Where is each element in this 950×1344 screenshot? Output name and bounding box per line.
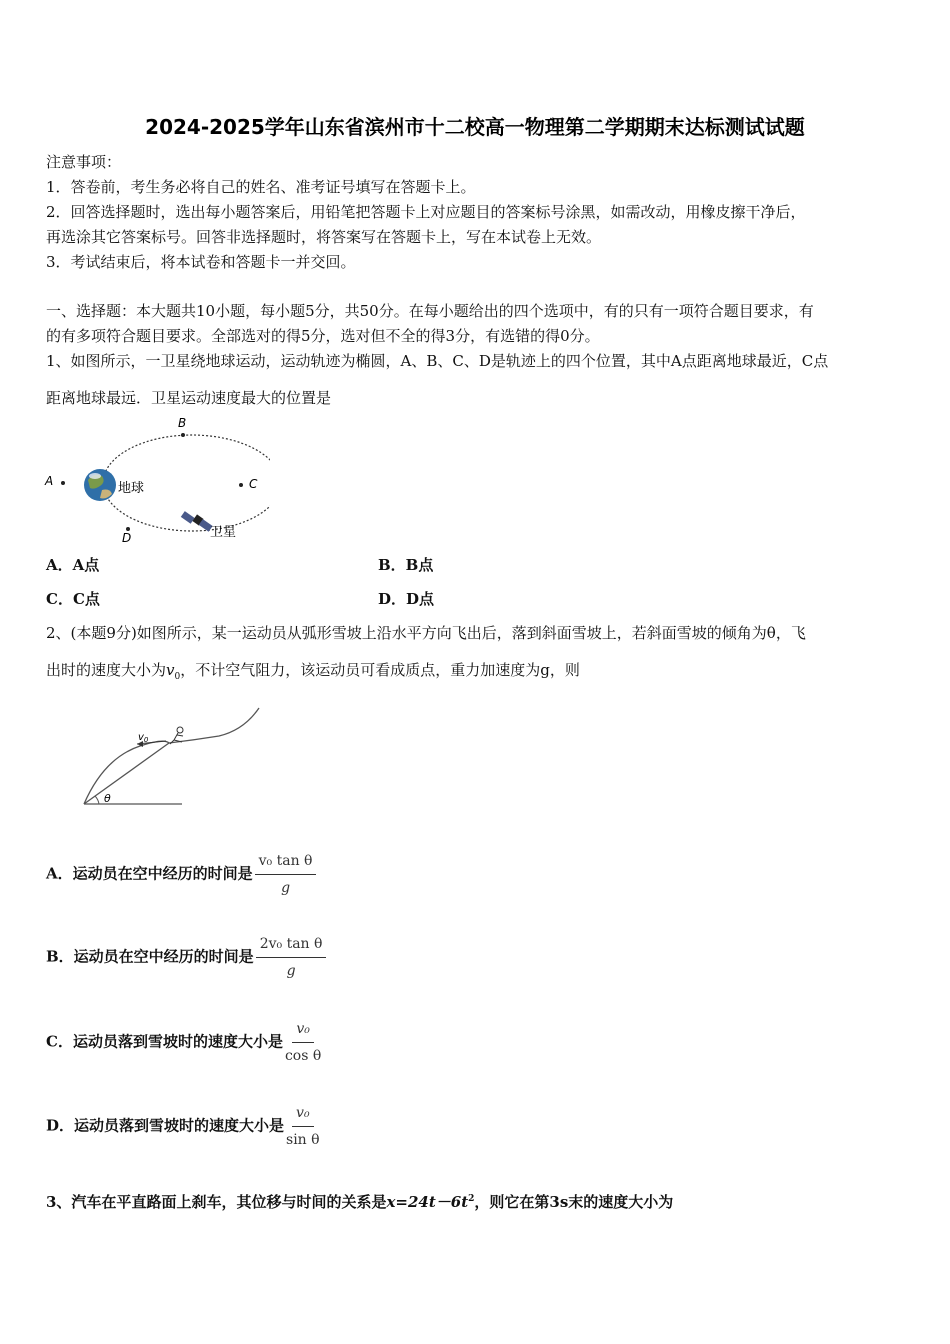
q3-stem-text-a: 3、汽车在平直路面上刹车，其位移与时间的关系是 — [46, 1193, 387, 1211]
q1-option-a[interactable]: A．A点 — [46, 556, 100, 574]
q2-option-a-fraction: $\frac{\text{v₀ tan θ}}{g}$ — [255, 850, 317, 899]
label-a: A — [45, 474, 54, 488]
earth-icon — [84, 469, 116, 501]
q1-stem-line2: 距离地球最远．卫星运动速度最大的位置是 — [46, 389, 332, 407]
q1-orbit-figure — [40, 412, 270, 547]
q2-stem-text-a: 出时的速度大小为 — [46, 661, 167, 679]
point-a-dot — [61, 481, 65, 485]
v0-label: $v_0$ — [138, 732, 149, 744]
q3-stem — [46, 1188, 673, 1213]
hill-curve — [169, 708, 259, 743]
notice-item-2b: 再选涂其它答案标号。回答非选择题时，将答案写在答题卡上，写在本试卷上无效。 — [46, 228, 602, 246]
q2-option-d-text: D．运动员落到雪坡时的速度大小是 — [46, 1116, 285, 1135]
q2-stem-text-b: ，不计空气阻力，该运动员可看成质点，重力加速度为g，则 — [180, 661, 580, 679]
label-b: B — [178, 416, 187, 430]
q2-option-d[interactable] — [46, 1102, 320, 1151]
q2-option-b-fraction: $\frac{\text{2v₀ tan θ}}{g}$ — [256, 933, 327, 982]
q1-option-d[interactable]: D．D点 — [378, 590, 435, 608]
page-title: 2024-2025学年山东省滨州市十二校高一物理第二学期期末达标测试试题 — [145, 115, 805, 139]
q2-option-c[interactable] — [46, 1018, 321, 1067]
notice-item-1: 1．答卷前，考生务必将自己的姓名、准考证号填写在答题卡上。 — [46, 178, 476, 196]
q2-stem-line1: 2、(本题9分)如图所示，某一运动员从弧形雪坡上沿水平方向飞出后，落到斜面雪坡上，若斜面雪坡的倾角为θ，飞 — [46, 624, 806, 642]
q2-ski-slope-figure — [44, 698, 274, 813]
earth-label: 地球 — [118, 481, 145, 496]
q2-option-b[interactable] — [46, 933, 326, 982]
q3-formula: x=24t－6t — [386, 1193, 469, 1211]
theta-label: θ — [104, 792, 111, 805]
q2-option-d-fraction: $\frac{\text{v₀}}{\text{sin θ}}$ — [286, 1102, 320, 1151]
label-d: D — [122, 531, 132, 545]
notice-item-3: 3．考试结束后，将本试卷和答题卡一并交回。 — [46, 253, 356, 271]
q2-option-b-text: B．运动员在空中经历的时间是 — [46, 947, 254, 966]
label-c: C — [249, 477, 258, 491]
q1-option-b[interactable]: B．B点 — [378, 556, 434, 574]
q2-stem-line2 — [46, 659, 580, 688]
satellite-label: 卫星 — [210, 525, 237, 540]
q2-option-a[interactable] — [46, 850, 316, 899]
q1-option-c[interactable]: C．C点 — [46, 590, 100, 608]
notice-item-2a: 2．回答选择题时，选出每小题答案后，用铅笔把答题卡上对应题目的答案标号涂黑，如需改动，用橡皮擦干净后， — [46, 203, 806, 221]
notice-heading: 注意事项： — [46, 153, 122, 171]
satellite-icon — [181, 511, 213, 532]
q1-stem-line1: 1、如图所示，一卫星绕地球运动，运动轨迹为椭圆，A、B、C、D是轨迹上的四个位置，其中A点距离地球最近，C点 — [46, 352, 829, 370]
point-c-dot — [239, 483, 243, 487]
q2-v0-subscript: 0 — [174, 672, 181, 682]
q3-stem-text-b: ，则它在第3s末的速度大小为 — [474, 1193, 674, 1211]
section-heading-line1: 一、选择题：本大题共10小题，每小题5分，共50分。在每小题给出的四个选项中，有的只有一项符合题目要求，有 — [46, 302, 814, 320]
angle-arc — [95, 796, 99, 804]
q2-v0-symbol: v — [166, 661, 175, 679]
q3-formula-exponent: 2 — [468, 1194, 475, 1204]
section-heading-line2: 的有多项符合题目要求。全部选对的得5分，选对但不全的得3分，有选错的得0分。 — [46, 327, 600, 345]
q2-option-c-text: C．运动员落到雪坡时的速度大小是 — [46, 1032, 283, 1051]
q2-option-c-fraction: $\frac{\text{v₀}}{\text{cos θ}}$ — [285, 1018, 321, 1067]
q2-option-a-text: A．运动员在空中经历的时间是 — [46, 864, 253, 883]
point-b-dot — [181, 433, 185, 437]
